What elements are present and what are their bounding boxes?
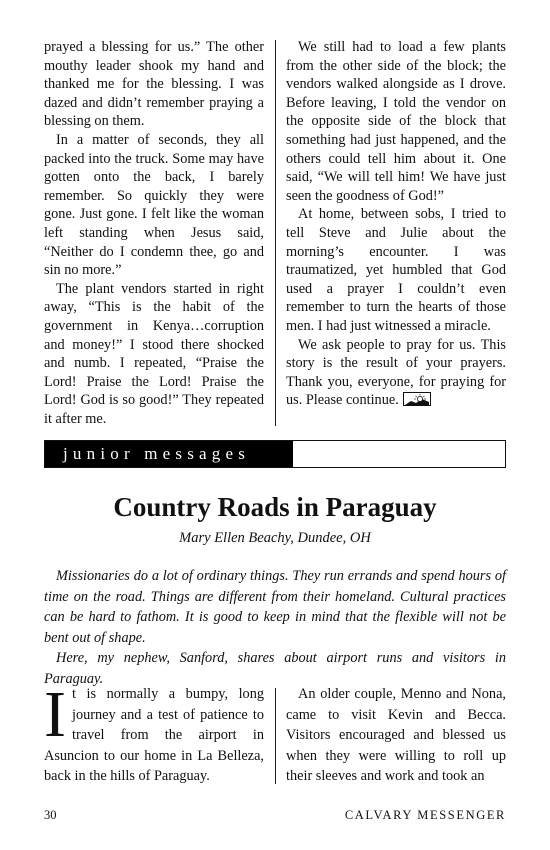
article-intro xyxy=(44,566,506,690)
paragraph: At home, between sobs, I tried to tell Steve and Julie about the morning’s encounter. I was traumatized, yet humbled that God used a prayer I couldn’t even remember to turn the hearts of those men. I had just witnessed a miracle. xyxy=(286,206,506,334)
top-columns xyxy=(44,38,506,428)
article-left-column xyxy=(44,678,264,787)
section-label: junior messages xyxy=(45,441,293,467)
sunrise-endmark-icon xyxy=(403,392,431,406)
paragraph-text: We ask people to pray for us. This story is the result of your prayers. Thank you, everyone, for praying for us. Please continue. xyxy=(286,336,506,409)
paragraph: In a matter of seconds, they all packed into the truck. Some may have gotten onto the back, I barely remember. So quickly they were gone. Just gone. I felt like the woman left standing when Jesus said, “Neither do I condemn thee, go and sin no more.” xyxy=(44,131,264,279)
drop-cap: I xyxy=(44,678,66,751)
article-right-column xyxy=(286,684,506,787)
paragraph: An older couple, Menno and Nona, came to visit Kevin and Becca. Visitors encouraged and blessed us when they were willing to roll up their sleeves and work and took an xyxy=(286,686,506,785)
page-footer xyxy=(44,806,506,824)
column-divider xyxy=(275,688,276,784)
article-byline: Mary Ellen Beachy, Dundee, OH xyxy=(179,530,371,546)
intro-paragraph: Here, my nephew, Sanford, shares about airport runs and visitors in Paraguay. xyxy=(44,650,506,687)
left-column xyxy=(44,38,264,428)
paragraph: The plant vendors started in right away, “This is the habit of the government in Kenya…corruption and money!” I stood there shocked and numb. I repeated, “Praise the Lord! Praise the Lord! Praise the Lord! God is so good!” They repeated it after me. xyxy=(44,280,264,427)
paragraph xyxy=(286,336,506,410)
magazine-name: CALVARY MESSENGER xyxy=(344,808,506,822)
story-continuation xyxy=(44,38,506,428)
intro-paragraph: Missionaries do a lot of ordinary things. They run errands and spend hours of time on the road. Things are different from their homeland. Cultural practices can be hard to fathom. It is good to keep in mind that the flexible will not be bent out of shape. xyxy=(44,568,506,646)
paragraph: We still had to load a few plants from the other side of the block; the vendors walked alongside as I drove. Before leaving, I told the vendor on the opposite side of the block that something had just happened, and the others could tell him about it. One said, “We will tell him! We have just seen the goodness of God!” xyxy=(286,39,506,204)
page-number: 30 xyxy=(44,808,57,822)
article-title: Country Roads in Paraguay xyxy=(113,492,437,522)
right-column xyxy=(286,38,506,428)
paragraph: prayed a blessing for us.” The other mouthy leader shook my hand and thanked me for the blessing. I was dazed and didn’t remember praying a blessing on them. xyxy=(44,39,264,130)
column-divider xyxy=(275,40,276,426)
paragraph xyxy=(44,678,264,787)
section-header xyxy=(44,440,506,468)
paragraph-text: t is normally a bumpy, long journey and a test of patience to travel from the airport in Asuncion to our home in La Belleza, back in the hills of Paraguay. xyxy=(44,686,264,785)
article-columns xyxy=(44,678,506,787)
